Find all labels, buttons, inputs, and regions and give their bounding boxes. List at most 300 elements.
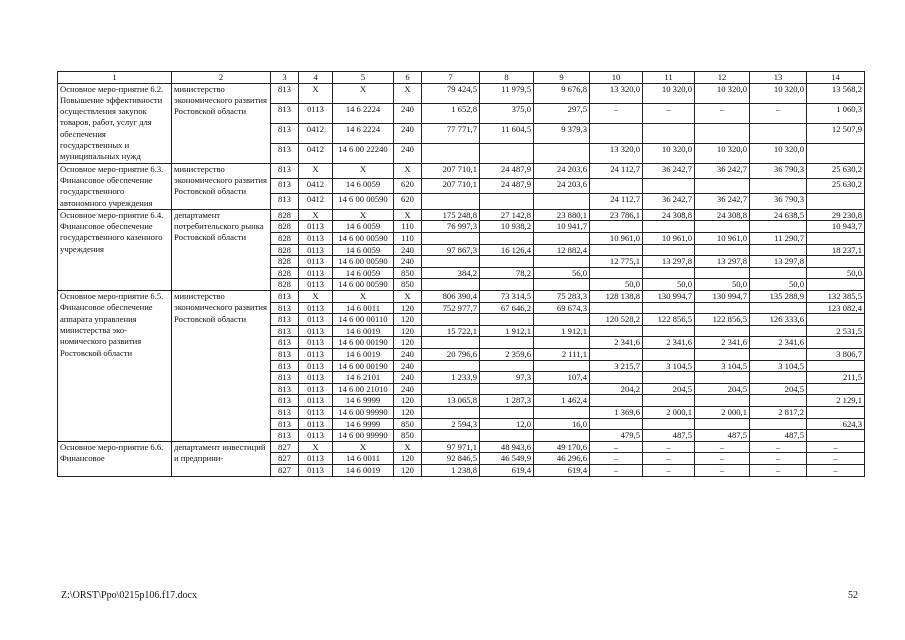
- table-cell: 10 320,0: [750, 83, 807, 103]
- column-header: 9: [534, 72, 590, 84]
- table-cell: [534, 337, 590, 349]
- table-cell: 240: [394, 348, 422, 360]
- table-cell: 0113: [299, 302, 333, 314]
- table-cell: 14 6 00 00590: [333, 279, 394, 291]
- table-cell: [643, 179, 695, 194]
- table-cell: 92 846,5: [422, 453, 480, 465]
- table-cell: 69 674,3: [534, 302, 590, 314]
- table-cell: [422, 279, 480, 291]
- table-cell: 0113: [299, 453, 333, 465]
- table-cell: 3 104,5: [750, 360, 807, 372]
- table-cell: 0113: [299, 406, 333, 418]
- table-cell: 14 6 00 00590: [333, 233, 394, 245]
- table-cell: [422, 143, 480, 163]
- table-cell: 1 462,4: [534, 395, 590, 407]
- column-header: 13: [750, 72, 807, 84]
- table-cell: 97,3: [480, 372, 534, 384]
- table-cell: 813: [271, 194, 299, 209]
- table-cell: X: [333, 163, 394, 178]
- table-cell: 13 320,0: [590, 83, 643, 103]
- table-cell: 207 710,1: [422, 163, 480, 178]
- table-cell: 240: [394, 372, 422, 384]
- table-cell: 36 242,7: [643, 163, 695, 178]
- table-cell: 12 882,4: [534, 244, 590, 256]
- table-cell: [534, 406, 590, 418]
- table-cell: [750, 418, 807, 430]
- table-cell: [643, 395, 695, 407]
- table-row: [58, 163, 865, 178]
- table-cell: 79 424,5: [422, 83, 480, 103]
- table-cell: 827: [271, 441, 299, 453]
- column-header: 5: [333, 72, 394, 84]
- table-cell: 620: [394, 194, 422, 209]
- table-cell: [643, 244, 695, 256]
- table-cell: 120: [394, 325, 422, 337]
- table-cell: 9 676,8: [534, 83, 590, 103]
- table-cell: 204,5: [750, 383, 807, 395]
- table-cell: –: [750, 103, 807, 123]
- footer-file-path: Z:\ORST\Ppo\0215p106.f17.docx: [61, 590, 198, 601]
- executor-cell: министерство экономического развития Ростовской области: [172, 291, 271, 442]
- budget-table: [57, 71, 865, 477]
- table-cell: –: [695, 103, 750, 123]
- table-cell: 1 060,3: [807, 103, 865, 123]
- table-cell: [807, 194, 865, 209]
- table-cell: 207 710,1: [422, 179, 480, 194]
- table-cell: 9 379,3: [534, 123, 590, 143]
- table-cell: 828: [271, 244, 299, 256]
- table-cell: 827: [271, 453, 299, 465]
- table-cell: X: [394, 441, 422, 453]
- table-cell: [807, 360, 865, 372]
- table-cell: 14 6 00 00590: [333, 194, 394, 209]
- table-cell: 14 6 0019: [333, 325, 394, 337]
- table-cell: 13 297,8: [643, 256, 695, 268]
- table-cell: [480, 143, 534, 163]
- table-cell: 204,2: [590, 383, 643, 395]
- table-cell: 36 242,7: [695, 194, 750, 209]
- table-cell: 813: [271, 337, 299, 349]
- table-cell: 24 112,7: [590, 194, 643, 209]
- table-cell: 110: [394, 233, 422, 245]
- table-cell: 16 126,4: [480, 244, 534, 256]
- table-cell: 49 170,6: [534, 441, 590, 453]
- table-cell: [695, 325, 750, 337]
- table-cell: 813: [271, 103, 299, 123]
- table-cell: 0412: [299, 143, 333, 163]
- table-cell: 813: [271, 302, 299, 314]
- table-cell: [534, 143, 590, 163]
- table-cell: 175 248,8: [422, 209, 480, 221]
- table-cell: 10 320,0: [643, 143, 695, 163]
- table-cell: 384,2: [422, 267, 480, 279]
- table-cell: 813: [271, 360, 299, 372]
- table-cell: 11 290,7: [750, 233, 807, 245]
- table-cell: –: [807, 464, 865, 476]
- table-cell: 850: [394, 267, 422, 279]
- table-cell: 0113: [299, 279, 333, 291]
- table-cell: 850: [394, 279, 422, 291]
- table-cell: 14 6 9999: [333, 395, 394, 407]
- table-cell: 130 994,7: [643, 291, 695, 303]
- table-cell: 128 138,8: [590, 291, 643, 303]
- table-cell: [643, 221, 695, 233]
- table-cell: 0113: [299, 221, 333, 233]
- table-cell: 14 6 00 99990: [333, 406, 394, 418]
- table-cell: 13 297,8: [695, 256, 750, 268]
- table-cell: 752 977,7: [422, 302, 480, 314]
- table-cell: –: [590, 441, 643, 453]
- table-cell: X: [299, 163, 333, 178]
- table-cell: 10 961,0: [643, 233, 695, 245]
- table-cell: X: [299, 209, 333, 221]
- table-cell: 0113: [299, 103, 333, 123]
- table-cell: 14 6 0019: [333, 348, 394, 360]
- table-cell: 297,5: [534, 103, 590, 123]
- table-cell: [534, 314, 590, 326]
- table-cell: [422, 314, 480, 326]
- table-cell: 13 320,0: [590, 143, 643, 163]
- table-cell: [590, 348, 643, 360]
- table-cell: 813: [271, 406, 299, 418]
- table-cell: 1 287,3: [480, 395, 534, 407]
- table-cell: 620: [394, 179, 422, 194]
- table-cell: 14 6 2101: [333, 372, 394, 384]
- table-cell: 487,5: [695, 430, 750, 442]
- table-cell: –: [750, 441, 807, 453]
- table-cell: [695, 221, 750, 233]
- activity-name-cell: Основное меро-приятие 6.3. Финансовое обеспечение государственного автономного учреждения: [58, 163, 172, 209]
- table-cell: 1 233,9: [422, 372, 480, 384]
- table-cell: 619,4: [480, 464, 534, 476]
- table-cell: 20 796,6: [422, 348, 480, 360]
- table-cell: [695, 302, 750, 314]
- table-cell: [590, 325, 643, 337]
- table-cell: [590, 244, 643, 256]
- table-cell: 813: [271, 83, 299, 103]
- table-cell: 14 6 0059: [333, 244, 394, 256]
- table-cell: [534, 194, 590, 209]
- table-cell: X: [333, 83, 394, 103]
- table-cell: 0113: [299, 337, 333, 349]
- table-cell: 50,0: [807, 267, 865, 279]
- table-row: [58, 291, 865, 303]
- table-cell: 120: [394, 406, 422, 418]
- table-cell: 240: [394, 143, 422, 163]
- table-cell: X: [333, 291, 394, 303]
- table-cell: 813: [271, 179, 299, 194]
- table-cell: –: [750, 464, 807, 476]
- table-cell: [480, 256, 534, 268]
- table-cell: 813: [271, 325, 299, 337]
- table-cell: 14 6 2224: [333, 103, 394, 123]
- table-cell: 3 104,5: [643, 360, 695, 372]
- table-cell: [695, 179, 750, 194]
- table-cell: 75 283,3: [534, 291, 590, 303]
- table-cell: 813: [271, 348, 299, 360]
- table-cell: 12 775,1: [590, 256, 643, 268]
- table-cell: 14 6 00 00110: [333, 314, 394, 326]
- table-cell: 36 242,7: [695, 163, 750, 178]
- table-cell: 10 320,0: [695, 143, 750, 163]
- table-cell: 813: [271, 163, 299, 178]
- table-cell: X: [299, 291, 333, 303]
- table-cell: [695, 244, 750, 256]
- table-cell: [534, 279, 590, 291]
- activity-name-cell: Основное меро-приятие 6.4. Финансовое обеспечение государственного казенного учреждения: [58, 209, 172, 290]
- table-cell: 25 630,2: [807, 179, 865, 194]
- table-cell: 46 549,9: [480, 453, 534, 465]
- table-cell: [480, 406, 534, 418]
- column-header: 11: [643, 72, 695, 84]
- table-cell: 2 341,6: [643, 337, 695, 349]
- table-cell: 0113: [299, 325, 333, 337]
- table-cell: 24 308,8: [643, 209, 695, 221]
- table-cell: 828: [271, 233, 299, 245]
- table-cell: [807, 430, 865, 442]
- table-cell: 10 938,2: [480, 221, 534, 233]
- table-cell: 120: [394, 453, 422, 465]
- table-cell: 122 856,5: [643, 314, 695, 326]
- table-cell: [695, 418, 750, 430]
- table-row: [58, 83, 865, 103]
- table-cell: X: [394, 209, 422, 221]
- column-header: 1: [58, 72, 172, 84]
- table-cell: 12 507,9: [807, 123, 865, 143]
- table-cell: 10 320,0: [750, 143, 807, 163]
- table-cell: [750, 325, 807, 337]
- table-cell: 132 385,5: [807, 291, 865, 303]
- table-cell: 0113: [299, 348, 333, 360]
- table-cell: 813: [271, 418, 299, 430]
- table-cell: [590, 123, 643, 143]
- table-cell: 813: [271, 372, 299, 384]
- table-cell: 12,0: [480, 418, 534, 430]
- table-cell: 2 817,2: [750, 406, 807, 418]
- table-cell: 14 6 0011: [333, 453, 394, 465]
- table-cell: 10 961,0: [590, 233, 643, 245]
- table-cell: 13 065,8: [422, 395, 480, 407]
- table-cell: [643, 302, 695, 314]
- table-cell: 107,4: [534, 372, 590, 384]
- table-cell: [807, 233, 865, 245]
- table-cell: [750, 267, 807, 279]
- table-cell: 122 856,5: [695, 314, 750, 326]
- table-cell: [695, 123, 750, 143]
- table-cell: [750, 244, 807, 256]
- column-header: 7: [422, 72, 480, 84]
- table-cell: 0113: [299, 267, 333, 279]
- table-cell: 24 487,9: [480, 163, 534, 178]
- page-number: 52: [848, 590, 858, 601]
- table-cell: 77 771,7: [422, 123, 480, 143]
- table-cell: 240: [394, 383, 422, 395]
- table-cell: 211,5: [807, 372, 865, 384]
- table-cell: 36 790,3: [750, 163, 807, 178]
- table-cell: –: [590, 103, 643, 123]
- table-cell: 10 961,0: [695, 233, 750, 245]
- table-cell: 0113: [299, 383, 333, 395]
- table-cell: [590, 267, 643, 279]
- header-row: [58, 72, 865, 84]
- table-cell: [534, 360, 590, 372]
- table-cell: 24 203,6: [534, 179, 590, 194]
- activity-name-cell: Основное меро-приятие 6.6. Финансовое: [58, 441, 172, 476]
- table-cell: [695, 372, 750, 384]
- table-cell: 0113: [299, 233, 333, 245]
- table-cell: 130 994,7: [695, 291, 750, 303]
- table-cell: 1 912,1: [480, 325, 534, 337]
- table-cell: [590, 221, 643, 233]
- table-cell: 120: [394, 302, 422, 314]
- table-cell: 0113: [299, 360, 333, 372]
- table-cell: 23 880,1: [534, 209, 590, 221]
- table-cell: 204,5: [643, 383, 695, 395]
- table-cell: [695, 395, 750, 407]
- table-cell: 13 297,8: [750, 256, 807, 268]
- table-cell: 135 288,9: [750, 291, 807, 303]
- table-cell: 3 806,7: [807, 348, 865, 360]
- table-cell: [422, 430, 480, 442]
- table-cell: 13 568,2: [807, 83, 865, 103]
- table-cell: X: [333, 441, 394, 453]
- table-cell: 97 867,3: [422, 244, 480, 256]
- table-cell: 0113: [299, 464, 333, 476]
- table-cell: [480, 360, 534, 372]
- table-cell: 11 604,5: [480, 123, 534, 143]
- table-cell: 24 638,5: [750, 209, 807, 221]
- table-cell: [643, 348, 695, 360]
- table-cell: 36 242,7: [643, 194, 695, 209]
- table-cell: 2 111,1: [534, 348, 590, 360]
- table-cell: 813: [271, 123, 299, 143]
- table-cell: 2 341,6: [590, 337, 643, 349]
- executor-cell: департамент потребительского рынка Ростовской области: [172, 209, 271, 290]
- table-cell: 487,5: [643, 430, 695, 442]
- table-cell: –: [643, 441, 695, 453]
- table-cell: 3 104,5: [695, 360, 750, 372]
- table-cell: 487,5: [750, 430, 807, 442]
- table-cell: 15 722,1: [422, 325, 480, 337]
- table-cell: [750, 372, 807, 384]
- table-cell: –: [643, 453, 695, 465]
- table-cell: X: [299, 83, 333, 103]
- table-cell: 50,0: [590, 279, 643, 291]
- table-cell: 240: [394, 103, 422, 123]
- table-cell: 24 112,7: [590, 163, 643, 178]
- table-cell: 14 6 00 99990: [333, 430, 394, 442]
- table-cell: 120: [394, 464, 422, 476]
- table-cell: –: [750, 453, 807, 465]
- table-cell: 828: [271, 221, 299, 233]
- table-cell: 10 320,0: [695, 83, 750, 103]
- table-cell: [643, 123, 695, 143]
- table-cell: 126 333,6: [750, 314, 807, 326]
- table-cell: [590, 395, 643, 407]
- table-cell: 120: [394, 337, 422, 349]
- table-cell: 2 341,6: [695, 337, 750, 349]
- table-cell: 828: [271, 256, 299, 268]
- table-cell: 14 6 00 00190: [333, 337, 394, 349]
- table-cell: [422, 233, 480, 245]
- table-cell: 120: [394, 314, 422, 326]
- table-cell: 240: [394, 256, 422, 268]
- column-header: 12: [695, 72, 750, 84]
- table-cell: [750, 123, 807, 143]
- table-row: [58, 209, 865, 221]
- table-cell: X: [394, 163, 422, 178]
- table-cell: 204,5: [695, 383, 750, 395]
- table-cell: 2 000,1: [695, 406, 750, 418]
- table-cell: 18 237,1: [807, 244, 865, 256]
- table-cell: 10 320,0: [643, 83, 695, 103]
- table-cell: 14 6 0059: [333, 179, 394, 194]
- table-cell: [807, 279, 865, 291]
- activity-name-cell: Основное меро-приятие 6.5. Финансовое обеспечение аппарата управления министерства эко-номического развития Ростовской области: [58, 291, 172, 442]
- table-cell: 813: [271, 143, 299, 163]
- table-cell: 2 129,1: [807, 395, 865, 407]
- table-cell: 10 941,7: [534, 221, 590, 233]
- table-cell: 1 238,8: [422, 464, 480, 476]
- table-cell: [422, 383, 480, 395]
- table-cell: [750, 395, 807, 407]
- column-header: 14: [807, 72, 865, 84]
- table-cell: [750, 302, 807, 314]
- table-cell: 11 979,5: [480, 83, 534, 103]
- table-cell: 806 390,4: [422, 291, 480, 303]
- table-cell: [750, 221, 807, 233]
- table-cell: 14 6 00 22240: [333, 143, 394, 163]
- table-cell: 14 6 0019: [333, 464, 394, 476]
- table-cell: –: [807, 441, 865, 453]
- table-cell: X: [299, 441, 333, 453]
- table-cell: 27 142,8: [480, 209, 534, 221]
- table-cell: [807, 256, 865, 268]
- table-cell: [590, 418, 643, 430]
- table-cell: [480, 279, 534, 291]
- table-cell: 1 369,6: [590, 406, 643, 418]
- table-cell: 97 971,1: [422, 441, 480, 453]
- table-cell: 0113: [299, 372, 333, 384]
- table-cell: 56,0: [534, 267, 590, 279]
- table-cell: [422, 256, 480, 268]
- table-cell: 2 531,5: [807, 325, 865, 337]
- table-cell: X: [394, 291, 422, 303]
- table-cell: 23 786,1: [590, 209, 643, 221]
- column-header: 8: [480, 72, 534, 84]
- table-cell: 29 230,8: [807, 209, 865, 221]
- table-cell: 850: [394, 430, 422, 442]
- table-cell: 24 203,6: [534, 163, 590, 178]
- table-cell: 120 528,2: [590, 314, 643, 326]
- table-cell: 46 296,6: [534, 453, 590, 465]
- table-cell: [534, 256, 590, 268]
- table-cell: 50,0: [695, 279, 750, 291]
- table-cell: 240: [394, 360, 422, 372]
- table-cell: 1 912,1: [534, 325, 590, 337]
- table-cell: [695, 348, 750, 360]
- table-cell: 0113: [299, 244, 333, 256]
- table-cell: 14 6 00 00590: [333, 256, 394, 268]
- table-cell: [480, 233, 534, 245]
- table-cell: 0113: [299, 395, 333, 407]
- table-cell: –: [590, 464, 643, 476]
- column-header: 10: [590, 72, 643, 84]
- table-cell: X: [333, 209, 394, 221]
- table-cell: 120: [394, 395, 422, 407]
- table-cell: 14 6 9999: [333, 418, 394, 430]
- table-cell: 25 630,2: [807, 163, 865, 178]
